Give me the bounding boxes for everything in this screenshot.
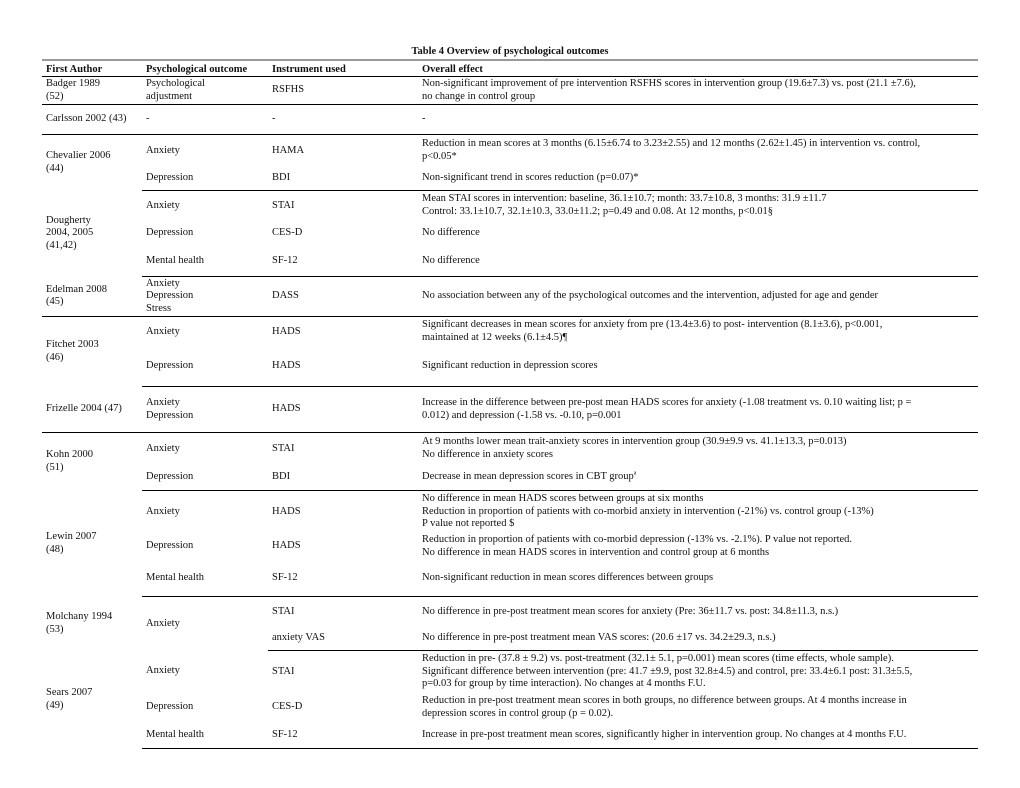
instrument-cell: BDI xyxy=(268,465,418,491)
table-row xyxy=(42,191,978,221)
overall-effect-line xyxy=(422,632,974,645)
overall-effect-text: maintained at 12 weeks (6.1±4.5)¶ xyxy=(422,331,568,343)
table-row xyxy=(42,105,978,135)
first-author-cell xyxy=(42,135,142,191)
overall-effect-line xyxy=(422,138,974,151)
overall-effect-text: Reduction in mean scores at 3 months (6.15±6.74 to 3.23±2.55) and 12 months (2.62±1.45) in intervention vs. control, xyxy=(422,138,921,150)
table-row xyxy=(42,167,978,191)
psychological-outcome-cell xyxy=(142,561,268,597)
overall-effect-cell xyxy=(418,693,978,723)
overall-effect-cell xyxy=(418,465,978,491)
psychological-outcome-line: Anxiety xyxy=(146,199,180,211)
overall-effect-text: Significant reduction in depression scores xyxy=(422,360,598,371)
overall-effect-line xyxy=(422,471,974,484)
overall-effect-text: depression scores in control group (p = 0.02). xyxy=(422,707,614,719)
psychological-outcome-cell xyxy=(142,651,268,693)
overall-effect-text: no change in control group xyxy=(422,90,536,102)
psychological-outcome-cell xyxy=(142,533,268,561)
table-row xyxy=(42,533,978,561)
first-author-line: (41,42) xyxy=(46,239,77,251)
first-author-line: Frizelle 2004 (47) xyxy=(46,403,122,414)
psychological-outcome-cell xyxy=(142,387,268,433)
instrument-cell: STAI xyxy=(272,605,295,617)
instrument-cell: DASS xyxy=(268,277,418,317)
instrument-cell: HADS xyxy=(272,325,301,337)
overall-effect-text: Decrease in mean depression scores in CBT group xyxy=(422,471,634,482)
first-author-line: Dougherty xyxy=(46,214,91,226)
overall-effect-cell xyxy=(418,533,978,561)
overall-effect-cell xyxy=(418,277,978,317)
first-author-cell xyxy=(42,191,142,277)
instrument-cell: HADS xyxy=(268,347,418,387)
psychological-outcome-line: Anxiety xyxy=(146,397,180,408)
psychological-outcome-cell xyxy=(142,221,268,247)
overall-effect-text: No difference in pre-post treatment mean scores for anxiety (Pre: 36±11.7 vs. post: 34.8±11.3, n.s.) xyxy=(422,605,839,617)
overall-effect-line xyxy=(422,206,974,219)
psychological-outcome-cell xyxy=(142,597,268,651)
psychological-outcome-line: Anxiety xyxy=(146,617,180,629)
overall-effect-cell xyxy=(418,491,978,533)
table-row xyxy=(42,465,978,491)
table-row xyxy=(42,491,978,533)
table-row xyxy=(42,135,978,167)
first-author-line: (46) xyxy=(46,351,64,363)
first-author-cell xyxy=(42,433,142,491)
first-author-cell xyxy=(42,105,142,135)
overall-effect-text: Significant decreases in mean scores for anxiety from pre (13.4±3.6) to post- intervention (8.1±3.6), p<0.001, xyxy=(422,319,883,331)
overall-effect-text: No difference xyxy=(422,227,480,239)
table-row xyxy=(42,651,978,693)
psychological-outcome-line: Depression xyxy=(146,290,194,302)
overall-effect-line xyxy=(422,255,974,268)
first-author-line: (48) xyxy=(46,543,64,555)
overall-effect-text: Reduction in proportion of patients with co-morbid depression (-13% vs. -2.1%). P value not reported. xyxy=(422,534,853,545)
instrument-cell: HADS xyxy=(272,540,301,552)
table-row xyxy=(42,347,978,387)
overall-effect-text: Increase in the difference between pre-post mean HADS scores for anxiety (-1.08 treatment vs. 0.10 waiting list; p = xyxy=(422,397,912,408)
instrument-cell: SF-12 xyxy=(268,247,418,277)
first-author-line: Chevalier 2006 xyxy=(46,150,111,162)
first-author-line: (52) xyxy=(46,90,64,102)
psychological-outcome-line: Mental health xyxy=(146,255,205,266)
overall-effect-text: Control: 33.1±10.7, 32.1±10.3, 33.0±11.2; p=0.49 and 0.08. At 12 months, p<0.01§ xyxy=(422,205,774,217)
overall-effect-line xyxy=(422,572,974,585)
first-author-line: Carlsson 2002 (43) xyxy=(46,113,127,125)
instrument-cell: BDI xyxy=(268,167,418,191)
instrument-cell: SF-12 xyxy=(268,723,418,749)
first-author-line: (49) xyxy=(46,699,64,711)
first-author-line: Kohn 2000 xyxy=(46,449,93,461)
overall-effect-line xyxy=(422,78,974,91)
overall-effect-line xyxy=(422,410,974,423)
overall-effect-text: Non-significant reduction in mean scores differences between groups xyxy=(422,572,714,583)
psychological-outcome-line: Anxiety xyxy=(146,325,180,337)
table-body xyxy=(42,77,978,749)
overall-effect-line xyxy=(422,493,974,506)
overall-effect-line xyxy=(422,534,974,547)
overall-effect-cell xyxy=(418,627,978,651)
overall-effect-cell xyxy=(418,247,978,277)
overall-effect-line xyxy=(422,193,974,206)
first-author-line: (51) xyxy=(46,461,64,473)
overall-effect-text: p<0.05* xyxy=(422,150,457,162)
table-row xyxy=(42,77,978,105)
table-title: Table 4 Overview of psychological outcomes xyxy=(411,46,609,57)
instrument-cell: STAI xyxy=(272,442,295,454)
overall-effect-line xyxy=(422,227,974,240)
overall-effect-line xyxy=(422,319,974,332)
instrument-cell: CES-D xyxy=(272,701,303,713)
psychological-outcome-cell xyxy=(142,277,268,317)
overall-effect-line xyxy=(422,666,974,679)
overall-effect-text: Reduction in pre-post treatment mean scores in both groups, no difference between groups. At 4 months increase in xyxy=(422,695,907,706)
overall-effect-text: Increase in pre-post treatment mean scores, significantly higher in intervention group. No changes at 4 months F.U. xyxy=(422,729,907,740)
overall-effect-text: No difference in anxiety scores xyxy=(422,448,554,460)
instrument-cell: HAMA xyxy=(272,144,305,156)
overall-effect-text: No difference in mean HADS scores between groups at six months xyxy=(422,493,704,504)
overall-effect-line xyxy=(422,436,974,449)
overall-effect-text: At 9 months lower mean trait-anxiety scores in intervention group (30.9±9.9 vs. 41.1±13.3, p=0.013) xyxy=(422,436,847,448)
table-row xyxy=(42,723,978,749)
first-author-line: Sears 2007 xyxy=(46,687,93,698)
first-author-line: Badger 1989 xyxy=(46,78,100,89)
psychological-outcome-line: Depression xyxy=(146,409,194,421)
psychological-outcome-line: - xyxy=(146,113,150,125)
overall-effect-cell xyxy=(418,191,978,221)
table-row xyxy=(42,277,978,317)
instrument-cell: SF-12 xyxy=(268,561,418,597)
first-author-cell xyxy=(42,77,142,105)
overall-effect-cell xyxy=(418,77,978,105)
overall-effect-cell xyxy=(418,651,978,693)
psychological-outcome-cell xyxy=(142,465,268,491)
instrument-cell: HADS xyxy=(268,387,418,433)
overall-effect-text: Reduction in pre- (37.8 ± 9.2) vs. post-treatment (32.1± 5.1, p=0.001) mean scores (time effects, whole sample). xyxy=(422,653,894,664)
document-page xyxy=(42,46,978,749)
first-author-cell xyxy=(42,317,142,387)
table-row xyxy=(42,247,978,277)
psychological-outcome-cell xyxy=(142,191,268,221)
instrument-cell: anxiety VAS xyxy=(268,627,418,651)
psychological-outcome-cell xyxy=(142,317,268,347)
first-author-line: Lewin 2007 xyxy=(46,531,97,542)
psychological-outcome-line: Anxiety xyxy=(146,442,180,454)
overall-effect-text: 0.012) and depression (-1.58 vs. -0.10, p=0.001 xyxy=(422,409,622,421)
first-author-cell xyxy=(42,651,142,749)
overall-effect-text: Mean STAI scores in intervention: baseline, 36.1±10.7; month: 33.7±10.8, 3 months: 31.9 ±11.7 xyxy=(422,193,827,205)
overall-effect-line xyxy=(422,506,974,519)
psychological-outcome-line: Anxiety xyxy=(146,277,180,289)
instrument-cell: STAI xyxy=(272,199,295,211)
overall-effect-cell xyxy=(418,221,978,247)
overall-effect-line xyxy=(422,360,974,373)
psychological-outcome-line: Anxiety xyxy=(146,144,180,156)
instrument-cell: RSFHS xyxy=(268,77,418,105)
overall-effect-line xyxy=(422,91,974,104)
psychological-outcome-cell xyxy=(142,167,268,191)
overall-effect-line xyxy=(422,113,974,126)
psychological-outcome-line: Depression xyxy=(146,172,194,183)
psychological-outcome-line: Depression xyxy=(146,471,194,482)
table-row xyxy=(42,387,978,433)
overall-effect-line xyxy=(422,678,974,691)
table-row xyxy=(42,433,978,465)
overall-effect-line xyxy=(422,518,974,531)
first-author-line: (45) xyxy=(46,296,64,308)
overall-effect-text: - xyxy=(422,113,426,125)
psychological-outcome-cell xyxy=(142,433,268,465)
overall-effect-cell xyxy=(418,597,978,627)
overall-effect-line xyxy=(422,151,974,164)
first-author-cell xyxy=(42,387,142,433)
psychological-outcome-line: Depression xyxy=(146,701,194,713)
first-author-line: Edelman 2008 xyxy=(46,283,107,295)
first-author-line: Molchany 1994 xyxy=(46,611,113,622)
overall-effect-text: p=0.03 for group by time interaction). No changes at 4 months F.U. xyxy=(422,678,706,689)
overall-effect-text: No difference in mean HADS scores in intervention and control group at 6 months xyxy=(422,546,770,558)
overall-effect-line xyxy=(422,729,974,742)
overall-effect-line xyxy=(422,449,974,462)
table-row xyxy=(42,597,978,627)
psychological-outcome-line: Depression xyxy=(146,360,194,371)
overall-effect-line xyxy=(422,547,974,560)
psychological-outcome-line: Anxiety xyxy=(146,505,180,517)
first-author-cell xyxy=(42,277,142,317)
instrument-cell: CES-D xyxy=(272,227,303,239)
psychological-outcome-line: Psychological xyxy=(146,78,205,89)
overall-effect-line xyxy=(422,708,974,721)
overall-effect-cell xyxy=(418,387,978,433)
overall-effect-text: Significant difference between intervention (pre: 41.7 ±9.9, post 32.8±4.5) and control, pre: 33.4±6.1 post: 31.3±5.5, xyxy=(422,665,913,677)
psychological-outcome-line: Anxiety xyxy=(146,665,180,677)
table-header-row xyxy=(42,61,978,77)
footnote-marker: a xyxy=(633,470,637,477)
psychological-outcome-line: Depression xyxy=(146,227,194,239)
psychological-outcome-cell xyxy=(142,77,268,105)
overall-effect-line xyxy=(422,606,974,619)
overall-effect-cell xyxy=(418,561,978,597)
overall-effect-cell xyxy=(418,135,978,167)
overall-effect-cell xyxy=(418,105,978,135)
first-author-cell xyxy=(42,597,142,651)
psychological-outcome-cell xyxy=(142,135,268,167)
first-author-line: 2004, 2005 xyxy=(46,227,94,239)
psychological-outcome-cell xyxy=(142,723,268,749)
instrument-cell: STAI xyxy=(272,665,295,677)
overall-effect-line xyxy=(422,653,974,666)
header-psychological-outcome: Psychological outcome xyxy=(142,61,268,77)
overall-effect-cell xyxy=(418,723,978,749)
header-first-author: First Author xyxy=(42,61,142,77)
overall-effect-cell xyxy=(418,433,978,465)
overall-effect-cell xyxy=(418,167,978,191)
overall-effect-line xyxy=(422,290,974,303)
first-author-cell xyxy=(42,491,142,597)
psychological-outcome-cell xyxy=(142,693,268,723)
overall-effect-line xyxy=(422,397,974,410)
overall-effect-text: No difference in pre-post treatment mean VAS scores: (20.6 ±17 vs. 34.2±29.3, n.s.) xyxy=(422,632,776,643)
table-row xyxy=(42,561,978,597)
overall-effect-text: P value not reported $ xyxy=(422,518,515,529)
instrument-cell: - xyxy=(268,105,418,135)
psychological-outcome-line: Mental health xyxy=(146,572,205,583)
header-overall-effect: Overall effect xyxy=(418,61,978,77)
table-row xyxy=(42,221,978,247)
outcomes-table xyxy=(42,61,978,749)
first-author-line: (53) xyxy=(46,623,64,635)
overall-effect-line xyxy=(422,332,974,345)
first-author-line: Fitchet 2003 xyxy=(46,339,99,351)
overall-effect-text: Non-significant trend in scores reduction (p=0.07)* xyxy=(422,172,639,183)
overall-effect-text: No difference xyxy=(422,255,480,266)
instrument-cell: HADS xyxy=(272,505,301,517)
overall-effect-line xyxy=(422,695,974,708)
overall-effect-cell xyxy=(418,317,978,347)
psychological-outcome-line: Mental health xyxy=(146,729,205,740)
first-author-line: (44) xyxy=(46,162,64,174)
psychological-outcome-cell xyxy=(142,105,268,135)
overall-effect-text: Non-significant improvement of pre intervention RSFHS scores in intervention group (19.6±7.3) vs. post (21.1 ±7.6), xyxy=(422,78,916,89)
overall-effect-text: No association between any of the psychological outcomes and the intervention, adjusted for age and gender xyxy=(422,290,879,302)
header-instrument-used: Instrument used xyxy=(268,61,418,77)
overall-effect-line xyxy=(422,172,974,185)
psychological-outcome-cell xyxy=(142,491,268,533)
table-row xyxy=(42,693,978,723)
overall-effect-text: Reduction in proportion of patients with co-morbid anxiety in intervention (-21%) vs. control group (-13%) xyxy=(422,505,874,517)
psychological-outcome-cell xyxy=(142,247,268,277)
psychological-outcome-line: Depression xyxy=(146,540,194,552)
psychological-outcome-line: adjustment xyxy=(146,90,193,102)
psychological-outcome-line: Stress xyxy=(146,302,172,314)
table-row xyxy=(42,317,978,347)
psychological-outcome-cell xyxy=(142,347,268,387)
overall-effect-cell xyxy=(418,347,978,387)
